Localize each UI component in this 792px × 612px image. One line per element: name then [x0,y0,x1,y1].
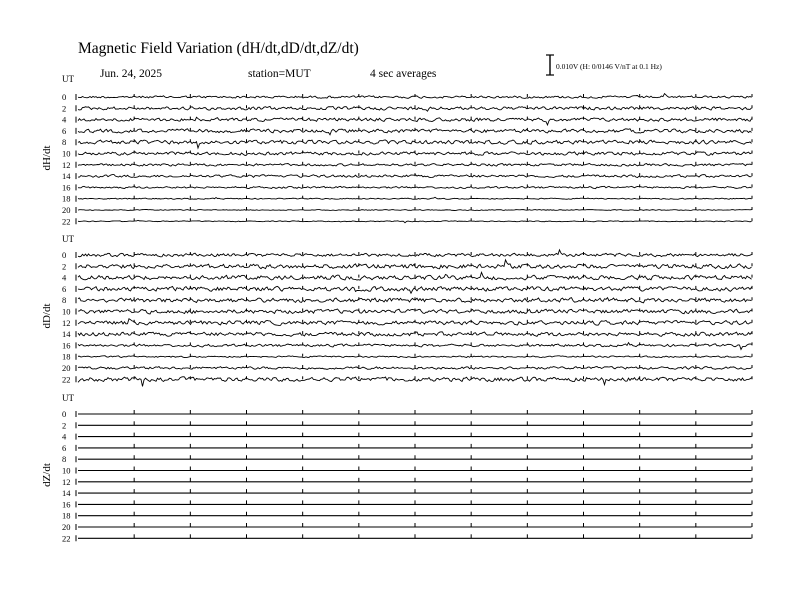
y-axis-label: dH/dt [41,145,53,171]
row-label-2: 2 [62,420,67,431]
row-label-4: 4 [62,431,67,442]
row-label-14: 14 [62,171,71,182]
row-label-16: 16 [62,340,71,351]
row-label-22: 22 [62,216,71,227]
row-label-20: 20 [62,363,71,373]
row-label-2: 2 [62,103,67,114]
row-label-16: 16 [62,499,71,510]
row-label-0: 0 [62,250,67,260]
row-label-4: 4 [62,114,67,125]
row-label-10: 10 [62,465,71,476]
row-label-0: 0 [62,92,67,102]
row-label-22: 22 [62,533,71,544]
row-label-8: 8 [62,454,67,465]
row-label-14: 14 [62,329,71,340]
row-label-20: 20 [62,522,71,532]
row-label-6: 6 [62,283,67,294]
row-label-6: 6 [62,442,67,453]
panel-dh-dt [41,74,752,226]
scale-bar [546,55,554,75]
row-label-12: 12 [62,317,71,328]
ut-axis-label: UT [62,393,74,403]
averaging-label: 4 sec averages [370,68,437,80]
date-label: Jun. 24, 2025 [100,68,162,80]
scale-label: 0.010V (H: 0/0146 V/nT at 0.1 Hz) [556,62,662,71]
row-label-6: 6 [62,125,67,136]
ut-axis-label: UT [62,234,74,244]
panels-group [41,74,752,543]
row-label-16: 16 [62,182,71,193]
station-label: station=MUT [248,68,311,80]
row-label-18: 18 [62,510,71,521]
row-label-2: 2 [62,261,67,272]
row-label-22: 22 [62,374,71,385]
row-label-14: 14 [62,488,71,499]
chart-title: Magnetic Field Variation (dH/dt,dD/dt,dZ/dt) [78,40,359,57]
row-label-12: 12 [62,476,71,487]
row-label-12: 12 [62,159,71,170]
row-label-0: 0 [62,409,67,419]
row-label-8: 8 [62,137,67,148]
row-label-8: 8 [62,295,67,306]
row-label-10: 10 [62,148,71,159]
row-label-18: 18 [62,351,71,362]
row-label-4: 4 [62,272,67,283]
ut-axis-label: UT [62,74,74,84]
row-label-20: 20 [62,205,71,215]
row-label-10: 10 [62,306,71,317]
row-label-18: 18 [62,193,71,204]
panel-dd-dt [41,234,752,386]
y-axis-label: dZ/dt [41,463,53,487]
y-axis-label: dD/dt [41,303,53,329]
panel-dz-dt [41,393,752,543]
